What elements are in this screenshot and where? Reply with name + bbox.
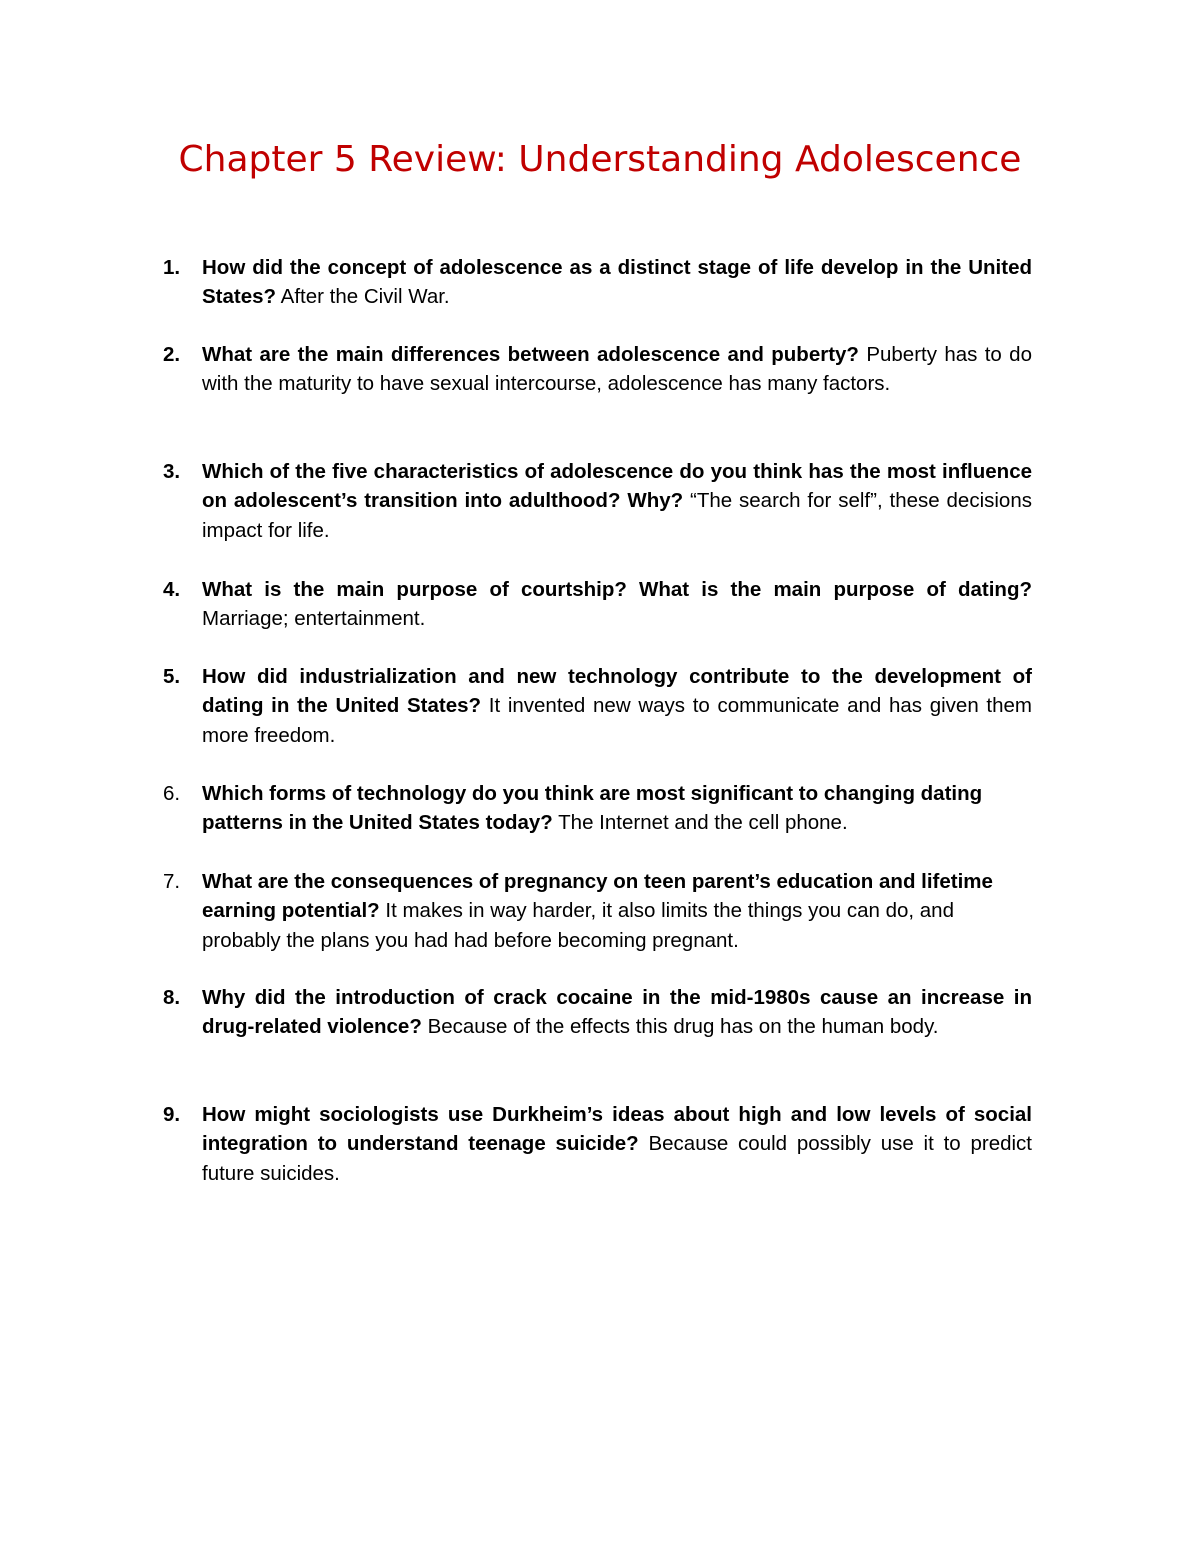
question-body (202, 662, 1032, 750)
question-number: 2. (163, 343, 181, 366)
question-number: 1. (163, 256, 181, 279)
question-body (202, 340, 1032, 399)
question-body (202, 779, 1032, 838)
question-number: 8. (163, 986, 181, 1009)
question-body (202, 575, 1032, 634)
question-body (202, 457, 1032, 545)
question-text: Which of the five characteristics of adolescence do you think has the most influence on adolescent’s transition into adulthood? Why? (202, 460, 1032, 513)
question-text: How did the concept of adolescence as a distinct stage of life develop in the United States? (202, 256, 1032, 309)
question-text: What is the main purpose of courtship? What is the main purpose of dating? (202, 578, 1032, 601)
question-number: 3. (163, 460, 181, 483)
answer-text: Because of the effects this drug has on the human body. (427, 1015, 939, 1039)
question-body (202, 867, 1032, 955)
answer-text: The Internet and the cell phone. (558, 811, 848, 835)
document-title: Chapter 5 Review: Understanding Adolescence (178, 139, 1022, 180)
question-body (202, 253, 1032, 312)
question-text: How did industrialization and new technology contribute to the development of dating in the United States? (202, 665, 1032, 718)
question-body (202, 1100, 1032, 1188)
question-number: 7. (163, 870, 181, 893)
question-number: 5. (163, 665, 181, 688)
question-number: 9. (163, 1103, 181, 1126)
answer-text: It makes in way harder, it also limits the things you can do, and probably the plans you had had before becoming pregnant. (202, 899, 954, 952)
question-number: 6. (163, 782, 181, 805)
question-text: What are the main differences between adolescence and puberty? (202, 343, 859, 366)
question-text: Why did the introduction of crack cocaine in the mid-1980s cause an increase in drug-related violence? (202, 986, 1032, 1039)
answer-text: “The search for self”, these decisions impact for life. (202, 489, 1032, 542)
question-body (202, 983, 1032, 1042)
question-text: Which forms of technology do you think are most significant to changing dating patterns in the United States today? (202, 782, 983, 835)
answer-text: Marriage; entertainment. (202, 607, 426, 631)
answer-text: Because could possibly use it to predict future suicides. (202, 1132, 1032, 1185)
answer-text: Puberty has to do with the maturity to have sexual intercourse, adolescence has many factors. (202, 343, 1032, 396)
answer-text: It invented new ways to communicate and has given them more freedom. (202, 694, 1033, 747)
answer-text: After the Civil War. (280, 285, 450, 309)
question-text: What are the consequences of pregnancy on teen parent’s education and lifetime earning potential? (202, 870, 993, 923)
question-text: How might sociologists use Durkheim’s ideas about high and low levels of social integration to understand teenage suicide? (202, 1103, 1032, 1156)
question-number: 4. (163, 578, 181, 601)
